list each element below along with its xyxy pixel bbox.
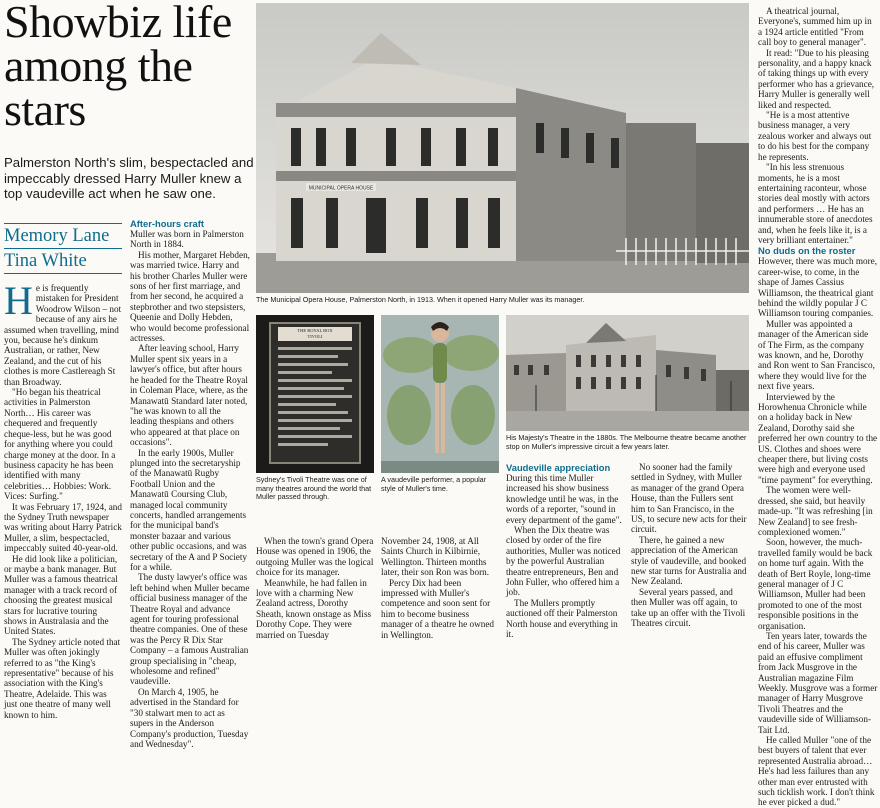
paragraph: Muller was born in Palmerston North in 1884. xyxy=(130,229,244,250)
paragraph: November 24, 1908, at All Saints Church in Kilbirnie, Wellington. Thirteen months later, their son Ron was born. xyxy=(381,536,490,578)
column-logo xyxy=(4,222,122,275)
column-2 xyxy=(130,218,250,749)
column-6 xyxy=(631,462,749,629)
paragraph: Percy Dix had been impressed with Muller's competence and soon sent for him to become business manager of a theatre he owned in Wellington. xyxy=(381,577,494,640)
paragraph: Meanwhile, he had fallen in love with a charming New Zealand actress, Dorothy Sheath, known onstage as Miss Dorothy Cope. They were married on Tuesday xyxy=(256,577,372,640)
paragraph: "Ho began his theatrical activities in Palmerston North… His career was chequered and frequently cheque-less, but he was good for anything where you could charge money at the door. In a business capacity he has been identified with many celebrities… Hobbies: Work. Vices: Surfing." xyxy=(4,387,116,502)
subhead: Vaudeville appreciation xyxy=(506,462,611,473)
column-5 xyxy=(506,462,624,640)
tivoli-sign: TIVOLI xyxy=(307,334,323,339)
paragraph: However, there was much more, career-wise, to come, in the shape of James Cassius Williamson, the theatrical giant behind the wildly popular J C Williamson touring companies. xyxy=(758,256,878,319)
his-majestys-caption: His Majesty's Theatre in the 1880s. The Melbourne theatre became another stop on Muller's impressive circuit a few years later. xyxy=(506,433,747,451)
subhead: No duds on the roster xyxy=(758,245,856,257)
paragraph: In the early 1900s, Muller plunged into the secretaryship of the Manawatū Rugby Football Union and the Manawatū Coursing Club, managed local community concerts, handled arrangements for the municipal band's monster bazaar and various other public occasions, and was secretary of the A and P Society for a while. xyxy=(130,447,248,572)
paragraph: He called Muller "one of the best buyers of talent that ever represented Australia abroad… He's had less failures than any other man ever entrusted with such ticklish work. I don't think he ever picked a dud." xyxy=(758,735,875,808)
paragraph: When the Dix theatre was closed by order of the fire authorities, Muller was noticed by the powerful Australian theatre entrepreneurs, Ben and John Fuller, who offered him a job. xyxy=(506,525,621,598)
his-majestys-photo xyxy=(506,315,749,431)
paragraph: Interviewed by the Horowhenua Chronicle while on a holiday back in New Zealand, Dorothy said she preferred her own country to the US. Clothes and shoes were cheaper there, but living costs were high and everyone used "time payment" for everything. xyxy=(758,391,878,485)
column-3 xyxy=(256,536,374,640)
paragraph: The Mullers promptly auctioned off their Palmerston North house and everything in it. xyxy=(506,597,618,640)
paragraph: During this time Muller increased his show business knowledge until he was, in the words of a reporter, "sound in every department of the game". xyxy=(506,473,622,525)
divider xyxy=(4,248,122,249)
paragraph: A theatrical journal, Everyone's, summed him up in a 1924 article entitled "From call boy to general manager". xyxy=(758,6,872,48)
paragraph: When the town's grand Opera House was opened in 1906, the outgoing Muller was the logical choice for its manager. xyxy=(256,536,374,578)
paragraph: After leaving school, Harry Muller spent six years in a lawyer's office, but after hours he headed for the Theatre Royal in Coleman Place, where, as the Manawatū Standard later noted, "he was known to all the leading thespians and others who appeared at that place on occasions". xyxy=(130,343,248,448)
paragraph: No sooner had the family settled in Sydney, with Muller as manager of the grand Opera House, than the Fullers sent him to San Francisco, in the US, to secure new acts for their circuit. xyxy=(631,462,747,535)
divider xyxy=(4,223,122,224)
paragraph: On March 4, 1905, he advertised in the Standard for "30 stalwart men to act as supers in the Anderson Company's production, Tuesday and Wednesday". xyxy=(130,686,249,749)
paragraph: "In his less strenuous moments, he is a most entertaining raconteur, whose stories deal mostly with actors and performers … He has an innumerable store of anecdotes and, when he feels like it, is a very brilliant entertainer." xyxy=(758,162,873,245)
paragraph: He is frequently mistaken for President Woodrow Wilson – not because of any airs he assumed when travelling, mind you, because he's dinkum Australian, or rather, New Zealand, and the cut of his clothes is more Castlereagh St than Broadway. xyxy=(4,278,122,387)
performer-image xyxy=(381,315,499,473)
standfirst: Palmerston North's slim, bespectacled and impeccably dressed Harry Muller knew a top vaudeville act when he saw one. xyxy=(4,155,254,201)
paragraph: Soon, however, the much-travelled family would be back on home turf again. With the death of Bert Royle, long-time general manager of J C Williamson, Muller had been promoted to one of the most responsible positions in the organisation. xyxy=(758,537,873,631)
paragraph: The dusty lawyer's office was left behind when Muller became official business manager of the Theatre Royal and advance agent for touring professional theatre companies. One of these was the Percy R Dix Star Company – a famous Australian group specialising in "cheap, wholesome and refined" vaudeville. xyxy=(130,572,250,687)
tivoli-photo xyxy=(256,315,374,473)
column-1 xyxy=(4,278,122,720)
column-name: Memory Lane xyxy=(4,226,110,246)
headline: Showbiz life among the stars xyxy=(4,0,232,135)
paragraph: His mother, Margaret Hebden, was married twice. Harry and his brother Charles Muller were sons of her first marriage, and from her second, he acquired a stepbrother and two stepsisters, Queenie and Dolly Hebden, who would become professional actresses. xyxy=(130,249,250,344)
opera-house-sign: MUNICIPAL OPERA HOUSE xyxy=(308,185,374,192)
opera-house-photo xyxy=(256,3,749,293)
column-4 xyxy=(381,536,499,640)
paragraph: There, he gained a new appreciation of the American style of vaudeville, and booked new star turns for Australia and New Zealand. xyxy=(631,534,747,587)
paragraph: He did look like a politician, or maybe a bank manager. But Muller was a famous theatrical manager with a track record of choosing the greatest musical stars for lucrative touring shows in Australasia and the United States. xyxy=(4,553,118,637)
paragraph: The women were well-dressed, she said, but heavily made-up. "It was refreshing [in New Zealand] to see fresh-complexioned women." xyxy=(758,485,873,537)
drop-cap: H xyxy=(4,278,33,323)
his-majestys-image xyxy=(506,315,749,431)
performer-caption: A vaudeville performer, a popular style of Muller's time. xyxy=(381,475,487,493)
divider xyxy=(4,273,122,274)
tivoli-sign-royal-box: THE ROYAL BOX xyxy=(297,328,333,333)
column-author: Tina White xyxy=(4,251,87,271)
paragraph: It was February 17, 1924, and the Sydney Truth newspaper was writing about Harry Patrick Muller, a slim, bespectacled, impeccably suited 40-year-old. xyxy=(4,501,122,554)
opera-house-image xyxy=(256,3,749,293)
paragraph: Ten years later, towards the end of his career, Muller was paid an effusive compliment from Jack Musgrove in the Australian magazine Film Weekly. Musgrove was a former manager of Harry Musgrove Tivoli Theatres and the vaudeville side of Williamson-Tait Ltd. xyxy=(758,630,878,735)
paragraph: It read: "Due to his pleasing personality, and a happy knack of taking things up with every performer who has a grievance, Harry Muller is generally well liked and respected. xyxy=(758,47,875,110)
tivoli-image xyxy=(256,315,374,473)
paragraph: Muller was appointed a manager of the American side of The Firm, as the company was known, and he, Dorothy and Ron went to San Francisco, where they would live for the next five years. xyxy=(758,318,875,392)
column-7 xyxy=(758,6,878,808)
paragraph: "He is a most attentive business manager, a very zealous worker and always out to do his best for the company he represents. xyxy=(758,110,872,162)
tivoli-caption: Sydney's Tivoli Theatre was one of many theatres around the world that Muller passed through. xyxy=(256,475,372,502)
subhead: After-hours craft xyxy=(130,218,204,229)
performer-photo xyxy=(381,315,499,473)
opera-house-caption: The Municipal Opera House, Palmerston North, in 1913. When it opened Harry Muller was its manager. xyxy=(256,295,585,304)
paragraph: The Sydney article noted that Muller was often jokingly referred to as "the King's representative" because of his association with the King's Theatre, Adelaide. This was just one theatre of many well known to him. xyxy=(4,636,121,720)
paragraph: Several years passed, and then Muller was off again, to take up an offer with the Tivoli Theatres circuit. xyxy=(631,586,746,629)
